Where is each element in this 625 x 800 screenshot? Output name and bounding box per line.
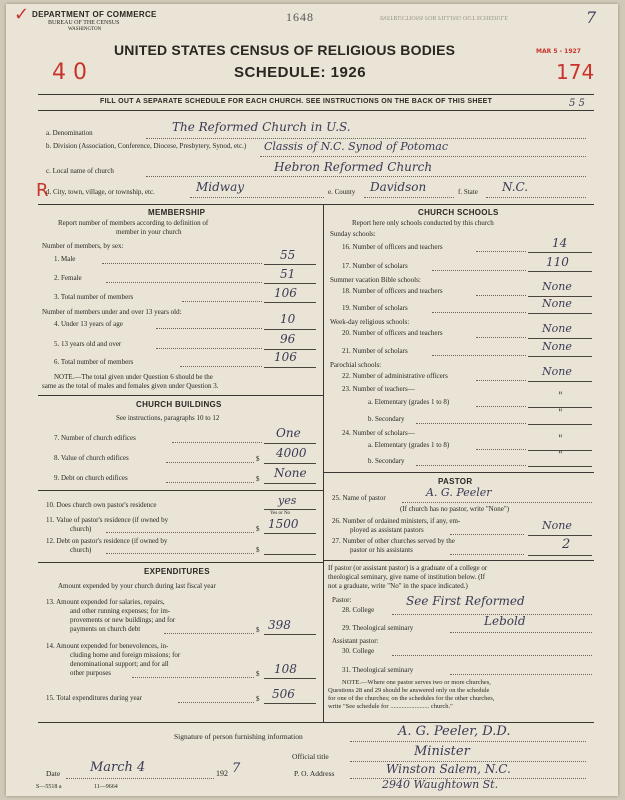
q20-label: 20. Number of officers and teachers [342,329,443,337]
pastor-label: Pastor: [332,596,352,604]
q24b-label: b. Secondary [368,457,405,465]
state-label: f. State [458,188,478,196]
q14-label-4: other purposes [70,669,112,677]
year-value: 7 [232,761,241,776]
q9-dollar: $ [256,475,260,483]
q4-value: 10 [280,312,296,326]
denomination-value: The Reformed Church in U.S. [172,120,351,134]
q11-label-2: church) [70,525,92,533]
q14-label-2: cluding home and foreign missions; for [70,651,181,659]
membership-heading: MEMBERSHIP [148,208,206,217]
q14-label-3: denominational support; and for all [70,660,169,668]
signature-value: A. G. Peeler, D.D. [398,724,511,739]
q12-label-1: 12. Debt on pastor's residence (if owned by [46,537,168,545]
form-number: 1648 [286,10,314,24]
q26-value: None [542,519,572,532]
q15-dollar: $ [256,695,260,703]
received-stamp: MAR 5 - 1927 [536,48,581,55]
q13-label-4: payments on church debt [70,625,141,633]
bleed-through-text: INSTRUCTIONS FOR FILLING OUT SCHEDULE [380,14,508,20]
q12-dollar: $ [256,546,260,554]
members-by-sex-label: Number of members, by sex: [42,242,124,250]
q23b-label: b. Secondary [368,415,405,423]
q27-label-1: 27. Number of other churches served by the [332,537,455,545]
q13-dollar: $ [256,626,260,634]
q23a-label: a. Elementary (grades 1 to 8) [368,398,450,406]
q26-label-1: 26. Number of ordained ministers, if any, em- [332,517,461,525]
q21-label: 21. Number of scholars [342,347,408,355]
membership-note-1: NOTE.—The total given under Question 6 should be the [54,373,213,381]
q17-label: 17. Number of scholars [342,262,408,270]
q2-label: 2. Female [54,274,82,282]
check-mark: ✓ [14,4,30,25]
q23b-value: " [558,408,563,419]
q14-dollar: $ [256,670,260,678]
q12-label-2: church) [70,546,92,554]
q6-label: 6. Total number of members [54,358,134,366]
q14-label-1: 14. Amount expended for benevolences, in- [46,642,169,650]
membership-note-2: same as the total of males and females given under Question 3. [42,382,219,390]
q23a-value: " [558,391,563,402]
q8-dollar: $ [256,455,260,463]
q5-label: 5. 13 years old and over [54,340,122,348]
q23-label: 23. Number of teachers— [342,385,415,393]
q24b-value: " [558,450,563,461]
census-schedule-sheet [6,4,618,796]
q25-label: 25. Name of pastor [332,494,386,502]
q13-label-1: 13. Amount expended for salaries, repairs, [46,598,165,606]
pastor-note-4: write "See schedule for ........................ church." [328,703,453,710]
graduate-note-3: not a graduate, write "No" in the space indicated.) [328,582,468,590]
expenditures-sub: Amount expended by your church during last fiscal year [58,582,216,590]
q7-label: 7. Number of church edifices [54,434,136,442]
q10-label: 10. Does church own pastor's residence [46,501,157,509]
q30-label: 30. College [342,647,375,655]
q24-label: 24. Number of scholars— [342,429,415,437]
q7-value: One [276,426,301,440]
q25-note: (If church has no pastor, write "None") [400,505,510,513]
q1-value: 55 [280,248,296,262]
q9-value: None [274,466,307,480]
under-over-label: Number of members under and over 13 years old: [42,308,182,316]
q3-value: 106 [274,286,297,300]
graduate-note-1: If pastor (or assistant pastor) is a graduate of a college or [328,564,488,572]
pastor-note-2: Questions 28 and 29 should be answered only on the schedule [328,687,490,694]
q22-label: 22. Number of administrative officers [342,372,448,380]
q9-label: 9. Debt on church edifices [54,474,128,482]
q13-label-2: and other running expenses; for im- [70,607,171,615]
q25-value: A. G. Peeler [426,486,492,499]
schools-heading: CHURCH SCHOOLS [418,208,499,217]
po-address-line-2: 2940 Waughtown St. [382,778,499,791]
schedule-title: SCHEDULE: 1926 [234,64,367,81]
q24a-label: a. Elementary (grades 1 to 8) [368,441,450,449]
q15-value: 506 [272,687,295,701]
fill-instructions: FILL OUT A SEPARATE SCHEDULE FOR EACH CHURCH. SEE INSTRUCTIONS ON THE BACK OF THIS SHEET [100,98,493,105]
bureau-name: BUREAU OF THE CENSUS [48,20,120,26]
official-title-value: Minister [414,744,470,759]
summer-schools-label: Summer vacation Bible schools: [330,276,421,284]
county-label: e. County [328,188,356,196]
q18-value: None [542,280,572,293]
q27-value: 2 [562,537,571,552]
form-code-2: 11—9664 [94,784,118,790]
r-mark: R [36,180,49,201]
q13-value: 398 [268,618,291,632]
date-label: Date [46,769,61,778]
q8-value: 4000 [276,446,307,460]
local-name-label: c. Local name of church [46,167,114,175]
membership-sub-2: member in your church [116,228,182,236]
q31-label: 31. Theological seminary [342,666,414,674]
denomination-label: a. Denomination [46,129,93,137]
q26-label-2: ployed as assistant pastors [350,526,424,534]
division-label: b. Division (Association, Conference, Diocese, Presbytery, Synod, etc.) [46,142,247,150]
parochial-schools-label: Parochial schools: [330,361,382,369]
q16-value: 14 [552,236,568,250]
q3-label: 3. Total number of members [54,293,134,301]
q8-label: 8. Value of church edifices [54,454,129,462]
handwritten-number-left: 4 0 [52,60,87,85]
local-name-value: Hebron Reformed Church [274,160,433,174]
q4-label: 4. Under 13 years of age [54,320,123,328]
division-value: Classis of N.C. Synod of Potomac [264,140,449,153]
date-value: March 4 [90,760,146,775]
weekday-schools-label: Week-day religious schools: [330,318,410,326]
q2-value: 51 [280,267,296,281]
q15-label: 15. Total expenditures during year [46,694,142,702]
q28-value: See First Reformed [406,594,525,608]
po-address-label: P. O. Address [294,769,335,778]
q19-value: None [542,297,572,310]
assistant-pastor-label: Assistant pastor: [332,637,379,645]
city-label: d. City, town, village, or township, etc. [46,188,155,196]
official-title-label: Official title [292,752,329,761]
buildings-heading: CHURCH BUILDINGS [136,400,222,409]
q19-label: 19. Number of scholars [342,304,408,312]
state-value: N.C. [502,180,529,194]
q20-value: None [542,322,572,335]
q17-value: 110 [546,255,569,269]
q11-value: 1500 [268,517,299,531]
q27-label-2: pastor or his assistants [350,546,413,554]
yes-no-hint: Yes or No [270,511,291,516]
corner-number: 7 [586,8,597,27]
membership-sub-1: Report number of members according to definition of [58,219,209,227]
q22-value: None [542,365,572,378]
county-value: Davidson [370,180,427,194]
pastor-note-3: for one of the churches; on the schedules for the other churches, [328,695,495,702]
handwritten-number-right: 174 [556,60,595,84]
graduate-note-2: theological seminary, give name of institution below. (If [328,573,486,581]
city-name: WASHINGTON [68,27,102,32]
q13-label-3: provements or new buildings; and for [70,616,176,624]
department-name: DEPARTMENT OF COMMERCE [32,10,157,19]
q16-label: 16. Number of officers and teachers [342,243,443,251]
form-title: UNITED STATES CENSUS OF RELIGIOUS BODIES [114,42,456,58]
signature-label: Signature of person furnishing information [174,732,303,741]
q6-value: 106 [274,350,297,364]
year-prefix: 192 [216,769,228,778]
schools-sub: Report here only schools conducted by this church [352,219,494,227]
q14-value: 108 [274,662,297,676]
pastor-heading: PASTOR [438,477,473,486]
q18-label: 18. Number of officers and teachers [342,287,443,295]
q5-value: 96 [280,332,296,346]
buildings-sub: See instructions, paragraphs 10 to 12 [116,414,220,422]
sunday-schools-label: Sunday schools: [330,230,376,238]
q21-value: None [542,340,572,353]
form-code-1: S—5518 a [36,784,62,790]
city-value: Midway [196,180,245,194]
q29-value: Lebold [484,614,526,628]
q11-dollar: $ [256,525,260,533]
handwritten-55: 5 5 [569,98,585,109]
q24a-value: " [558,434,563,445]
pastor-note-1: NOTE.—Where one pastor serves two or more churches, [342,679,491,686]
q10-value: yes [278,494,297,507]
expenditures-heading: EXPENDITURES [144,567,210,576]
q29-label: 29. Theological seminary [342,624,414,632]
q1-label: 1. Male [54,255,76,263]
q28-label: 28. College [342,606,375,614]
q11-label-1: 11. Value of pastor's residence (if owned by [46,516,169,524]
po-address-line-1: Winston Salem, N.C. [386,762,511,776]
